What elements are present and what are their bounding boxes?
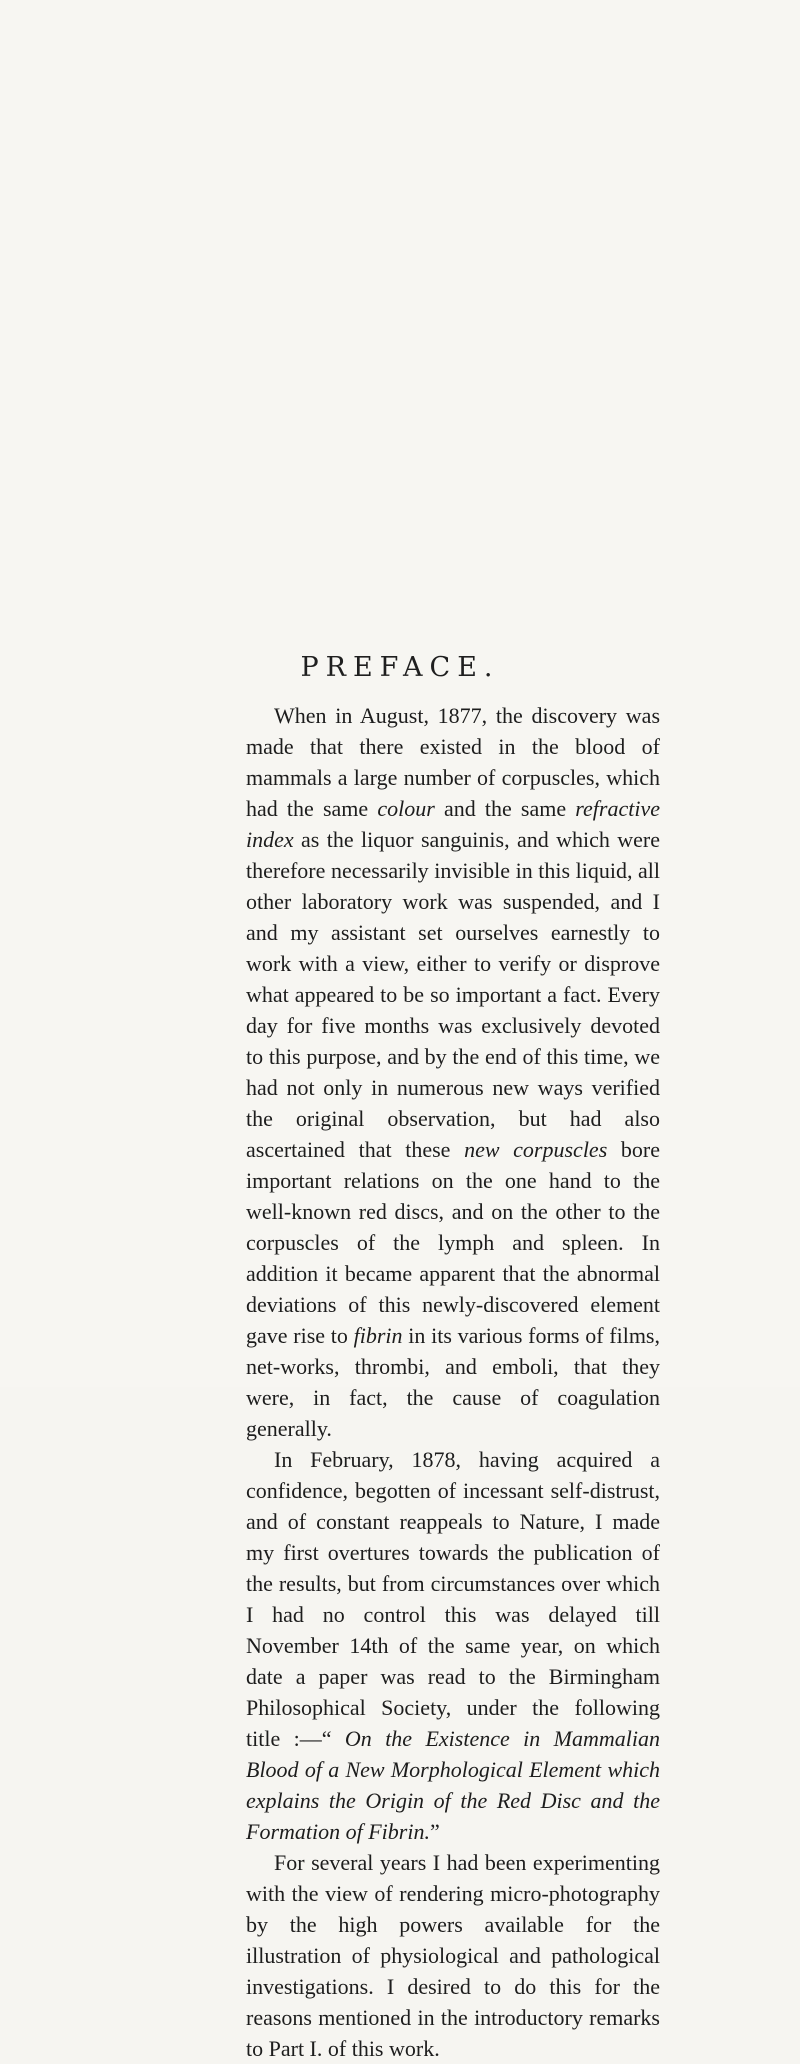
p1-italic-fibrin: fibrin (353, 1323, 403, 1348)
p1-text-c: as the liquor sanguinis, and which were therefore necessarily invisible in this liquid, all other laboratory work was suspended, and I and my assistant set ourselves earnestly to work with a view, either to verify or disprove what appeared to be so important a fact. Every day for five months was exclusively devoted to this purpose, and by the end of this time, we had not only in numerous new ways verified the original observation, but had also ascertained that these (246, 827, 660, 1162)
p1-italic-new-corpuscles: new corpuscles (464, 1137, 608, 1162)
page-title: PREFACE. (300, 652, 500, 683)
p1-italic-colour: colour (377, 796, 435, 821)
paragraph-2 (246, 1444, 660, 1847)
preface-text (246, 700, 660, 2064)
p2-text-b: ” (429, 1819, 440, 1844)
p1-text-d: bore important relations on the one hand to the well-known red discs, and on the other to the corpuscles of the lymph and spleen. In addition it became apparent that the abnormal deviations of this newly-discovered element gave rise to (246, 1137, 661, 1348)
p1-italic-refractive-index: refractive index (246, 796, 660, 852)
p1-text-e: in its various forms of films, net-works, thrombi, and emboli, that they were, in fact, the cause of coagulation generally. (246, 1323, 660, 1441)
paragraph-1 (246, 700, 660, 1444)
p2-text-a: In February, 1878, having acquired a confidence, begotten of incessant self-distrust, and of constant reappeals to Nature, I made my first overtures towards the publication of the results, but from circumstances over which I had no control this was delayed till November 14th of the same year, on which date a paper was read to the Birmingham Philosophical Society, under the following title :—“ (246, 1447, 660, 1751)
p2-italic-paper-title: On the Existence in Mammalian Blood of a New Morphological Element which explains the Origin of the Red Disc and the Formation of Fibrin. (246, 1726, 660, 1844)
p1-text-a: When in August, 1877, the discovery was made that there existed in the blood of mammals a large number of corpuscles, which had the same (246, 703, 660, 821)
p1-text-b: and the same (434, 796, 576, 821)
paragraph-3: For several years I had been experimenting with the view of rendering micro-photography by the high powers available for the illustration of physiological and pathological investigations. I desired to do this for the reasons mentioned in the introductory remarks to Part I. of this work. (246, 1850, 660, 2061)
